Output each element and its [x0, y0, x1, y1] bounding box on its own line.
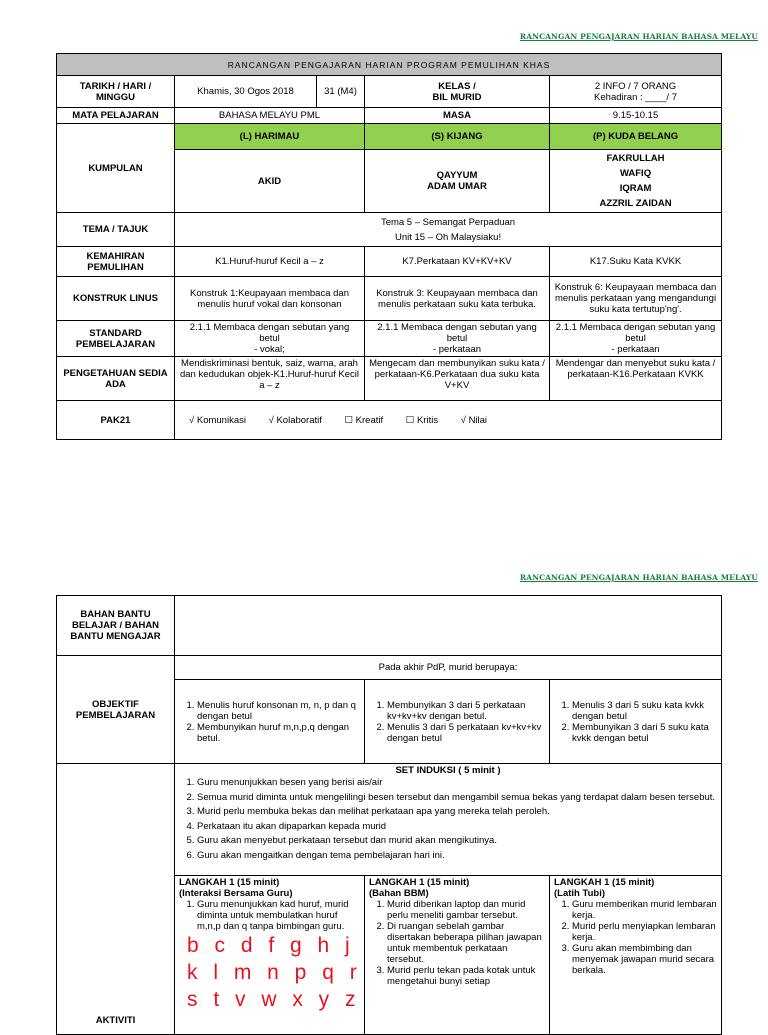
- letter-row: b c d f g h j: [187, 934, 355, 957]
- page-header-top: RANCANGAN PENGAJARAN HARIAN BAHASA MELAYU: [519, 32, 758, 41]
- langkah-item: 3. Guru akan membimbing dan menyemak jawapan murid secara berkala.: [572, 943, 717, 976]
- set-induksi-item: 6. Guru akan mengaitkan dengan tema pembelajaran hari ini.: [197, 849, 717, 864]
- standard-l: [175, 321, 365, 357]
- member-name: WAFIQ: [619, 168, 652, 179]
- masa-label: MASA: [365, 108, 550, 124]
- members-harimau: AKID: [175, 150, 365, 213]
- pengetahuan-l: Mendiskriminasi bentuk, saiz, warna, arah dan kedudukan objek-K1.Huruf-huruf Kecil a – z: [175, 357, 365, 401]
- langkah-s: [365, 876, 550, 1035]
- tema-value: [175, 213, 722, 247]
- langkah-item: 2. Murid perlu menyiapkan lembaran kerja.: [572, 921, 717, 943]
- langkah-p: [550, 876, 722, 1035]
- group-harimau: (L) HARIMAU: [175, 124, 365, 150]
- kelas-label-line2: BIL MURID: [432, 91, 482, 103]
- objektif-item: 1. Menulis huruf konsonan m, n, p dan q dengan betul: [197, 700, 360, 722]
- tema-label: TEMA / TAJUK: [57, 213, 175, 247]
- langkah-title: LANGKAH 1 (15 minit): [554, 877, 655, 888]
- kemahiran-label: KEMAHIRAN PEMULIHAN: [57, 247, 175, 277]
- langkah-subtitle: (Bahan BBM): [369, 888, 429, 899]
- tarikh-label: TARIKH / HARI / MINGGU: [57, 76, 175, 108]
- lesson-plan-table-1: [56, 53, 722, 440]
- langkah-title: LANGKAH 1 (15 minit): [369, 877, 470, 888]
- mapel-value: BAHASA MELAYU PML: [175, 108, 365, 124]
- standard-main: 2.1.1 Membaca dengan sebutan yang betul: [377, 322, 537, 344]
- set-induksi-item: 1. Guru menunjukkan besen yang berisi ais/air: [197, 776, 717, 791]
- langkah-item: 3. Murid perlu tekan pada kotak untuk mengetahui bunyi setiap: [387, 965, 545, 987]
- objektif-item: 1. Menulis 3 dari 5 suku kata kvkk dengan betul: [572, 700, 717, 722]
- langkah-title: LANGKAH 1 (15 minit): [179, 877, 280, 888]
- kemahiran-l: K1.Huruf-huruf Kecil a – z: [175, 247, 365, 277]
- objektif-item: 2. Membunyikan 3 dari 5 suku kata kvkk dengan betul: [572, 722, 717, 744]
- tarikh-value: Khamis, 30 Ogos 2018: [175, 76, 317, 108]
- standard-sub: - perkataan: [611, 344, 660, 355]
- objektif-s: [365, 680, 550, 764]
- aktiviti-label: AKTIVITI: [57, 764, 175, 1035]
- set-induksi: [175, 764, 722, 876]
- objektif-p: [550, 680, 722, 764]
- kemahiran-s: K7.Perkataan KV+KV+KV: [365, 247, 550, 277]
- objektif-label: OBJEKTIF PEMBELAJARAN: [57, 656, 175, 764]
- lesson-plan-table-2: [56, 595, 722, 1035]
- konstruk-label: KONSTRUK LINUS: [57, 277, 175, 321]
- standard-label: STANDARD PEMBELAJARAN: [57, 321, 175, 357]
- set-induksi-item: 2. Semua murid diminta untuk mengelilingi besen tersebut dan mengambil semua bekas yang terdapat dalam besen tersebut.: [197, 791, 717, 806]
- member-name: QAYYUM: [436, 170, 478, 181]
- set-induksi-title: SET INDUKSI ( 5 minit ): [395, 765, 501, 776]
- kemahiran-p: K17.Suku Kata KVKK: [550, 247, 722, 277]
- kumpulan-label: KUMPULAN: [57, 124, 175, 213]
- pak21-values: [175, 401, 722, 440]
- kelas-label: [365, 76, 550, 108]
- langkah-l: [175, 876, 365, 1035]
- objektif-item: 1. Membunyikan 3 dari 5 perkataan kv+kv+kv dengan betul.: [387, 700, 545, 722]
- letter-row: s t v w x y z: [187, 988, 361, 1011]
- kelas-value-line1: 2 INFO / 7 ORANG: [594, 80, 677, 92]
- kelas-value: [550, 76, 722, 108]
- table-title: RANCANGAN PENGAJARAN HARIAN PROGRAM PEMULIHAN KHAS: [57, 54, 722, 76]
- members-kijang: [365, 150, 550, 213]
- unit-line: Unit 15 – Oh Malaysiaku!: [394, 231, 502, 243]
- mapel-label: MATA PELAJARAN: [57, 108, 175, 124]
- standard-main: 2.1.1 Membaca dengan sebutan yang betul: [555, 322, 716, 344]
- members-kuda-belang: [550, 150, 722, 213]
- set-induksi-item: 3. Murid perlu membuka bekas dan melihat perkataan apa yang mereka telah peroleh.: [197, 805, 717, 820]
- objektif-item: 2. Membunyikan huruf m,n,p,q dengan betul.: [197, 722, 360, 744]
- member-name: ADAM UMAR: [427, 181, 487, 192]
- pak21-komunikasi: √ Komunikasi: [189, 414, 246, 426]
- pak21-kolaboratif: √ Kolaboratif: [268, 414, 322, 426]
- tema-line: Tema 5 – Semangat Perpaduan: [380, 216, 516, 228]
- langkah-item: 1. Murid diberikan laptop dan murid perlu meneliti gambar tersebut.: [387, 899, 545, 921]
- langkah-item: 2. Di ruangan sebelah gambar disertakan beberapa pilihan jawapan untuk membentuk perkataan tersebut.: [387, 921, 545, 965]
- group-kuda-belang: (P) KUDA BELANG: [550, 124, 722, 150]
- pengetahuan-label: PENGETAHUAN SEDIA ADA: [57, 357, 175, 401]
- member-name: FAKRULLAH: [606, 153, 665, 164]
- masa-value: 9.15-10.15: [550, 108, 722, 124]
- standard-sub: - perkataan: [432, 344, 482, 355]
- langkah-item: 1. Guru menunjukkan kad huruf, murid diminta untuk membulatkan huruf m,n,p dan q tanpa bimbingan guru.: [197, 899, 360, 932]
- standard-s: [365, 321, 550, 357]
- set-induksi-item: 4. Perkataan itu akan dipaparkan kepada murid: [197, 820, 717, 835]
- pak21-kreatif: ☐ Kreatif: [344, 414, 384, 426]
- objektif-item: 2. Menulis 3 dari 5 perkataan kv+kv+kv dengan betul: [387, 722, 545, 744]
- page-header-bottom: RANCANGAN PENGAJARAN HARIAN BAHASA MELAYU: [519, 573, 758, 582]
- standard-main: 2.1.1 Membaca dengan sebutan yang betul: [189, 322, 350, 344]
- pak21-label: PAK21: [57, 401, 175, 440]
- objektif-l: [175, 680, 365, 764]
- pengetahuan-s: Mengecam dan membunyikan suku kata / perkataan-K6.Perkataan dua suku kata V+KV: [365, 357, 550, 401]
- konstruk-l: Konstruk 1:Keupayaan membaca dan menulis huruf vokal dan konsonan: [175, 277, 365, 321]
- minggu-value: 31 (M4): [317, 76, 365, 108]
- member-name: IQRAM: [619, 183, 652, 194]
- pengetahuan-p: Mendengar dan menyebut suku kata / perkataan-K16.Perkataan KVKK: [550, 357, 722, 401]
- konstruk-p: Konstruk 6: Keupayaan membaca dan menulis perkataan yang mengandungi suku kata tertutup'ng'.: [550, 277, 722, 321]
- letter-row: k l m n p q r: [187, 961, 362, 984]
- langkah-subtitle: (Latih Tubi): [554, 888, 606, 899]
- konstruk-s: Konstruk 3: Keupayaan membaca dan menulis perkataan suku kata terbuka.: [365, 277, 550, 321]
- set-induksi-item: 5. Guru akan menyebut perkataan tersebut dan murid akan mengikutinya.: [197, 834, 717, 849]
- pak21-nilai: √ Nilai: [460, 414, 488, 426]
- member-name: AZZRIL ZAIDAN: [599, 198, 672, 209]
- pak21-kritis: ☐ Kritis: [405, 414, 439, 426]
- kelas-label-line1: KELAS /: [438, 80, 476, 92]
- langkah-subtitle: (Interaksi Bersama Guru): [179, 888, 293, 899]
- objektif-intro: Pada akhir PdP, murid berupaya:: [175, 656, 722, 680]
- standard-p: [550, 321, 722, 357]
- kehadiran-value: Kehadiran : ____/ 7: [594, 91, 677, 103]
- bahan-value: [175, 596, 722, 656]
- langkah-item: 1. Guru memberikan murid lembaran kerja.: [572, 899, 717, 921]
- group-kijang: (S) KIJANG: [365, 124, 550, 150]
- standard-sub: - vokal;: [254, 344, 285, 355]
- bahan-label: BAHAN BANTU BELAJAR / BAHAN BANTU MENGAJAR: [57, 596, 175, 656]
